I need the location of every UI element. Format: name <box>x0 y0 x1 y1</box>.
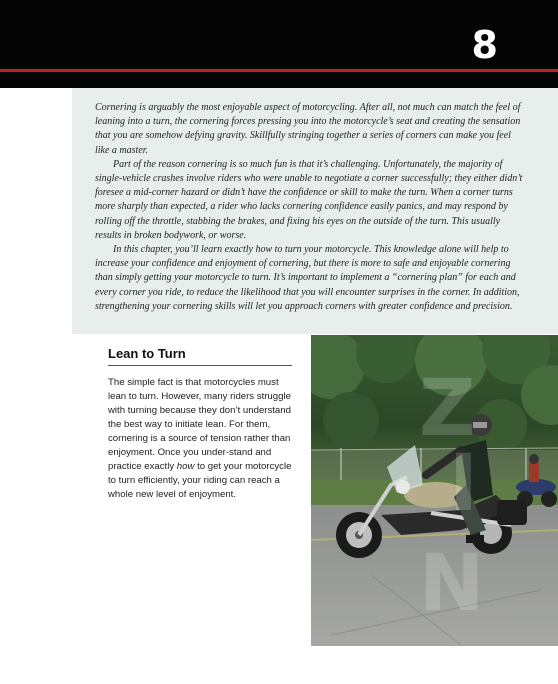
section-heading: Lean to Turn <box>108 346 292 366</box>
chapter-intro <box>95 101 527 314</box>
chapter-number: 8 <box>471 23 498 67</box>
intro-paragraph-3: In this chapter, you’ll learn exactly how to turn your motorcycle. This knowledge alone will help to increase your confidence and enjoyment of cornering, but there is more to safe and enjoyable cornering than simply getting your motorcycle to turn. It’s important to implement a “cornering plan” for each and every corner you ride, to reduce the likelihood that you will encounter surprises in the corner. In addition, strengthening your cornering skills will let you approach corners with greater confidence and precision. <box>95 244 520 312</box>
header-red-rule <box>0 69 558 72</box>
motorcycle-photo <box>311 335 558 646</box>
body-text-end: to get your motorcycle to turn efficiently, your riding can reach a whole new level of enjoyment. <box>108 461 292 500</box>
watermark-letter-1: Z <box>419 364 476 454</box>
chapter-header <box>0 0 558 88</box>
intro-paragraph-1: Cornering is arguably the most enjoyable aspect of motorcycling. After all, not much can match the feel of leaning into a turn, the cornering forces pressing you into the motorcycle’s seat and creating the sensation that you are somehow defying gravity. Skillfully stringing together a series of corners can make you feel like a master. <box>95 102 521 156</box>
body-emphasis: how <box>176 461 195 472</box>
section-body <box>108 376 296 502</box>
watermark-letter-2: I <box>449 439 479 529</box>
body-text-start: The simple fact is that motorcycles must lean to turn. However, many riders struggle with turning because they don’t understand the best way to initiate lean. For them, cornering is a source of tension rather than enjoyment. Once you under-stand and practice exactly <box>108 377 291 472</box>
intro-paragraph-2: Part of the reason cornering is so much fun is that it’s challenging. Unfortunately, the majority of single-vehicle crashes involve riders who were unable to negotiate a corner successfully; they either didn’t foresee a mid-corner hazard or didn’t have the confidence or skill to make the turn. When a corner turns more sharply than expected, a rider who lacks cornering confidence easily panics, and may respond by rolling off the throttle, stabbing the brakes, and fixing his eyes on the outside of the turn. This usually results in broken bodywork, or worse. <box>95 158 523 241</box>
watermark-letter-3: N <box>419 539 485 629</box>
